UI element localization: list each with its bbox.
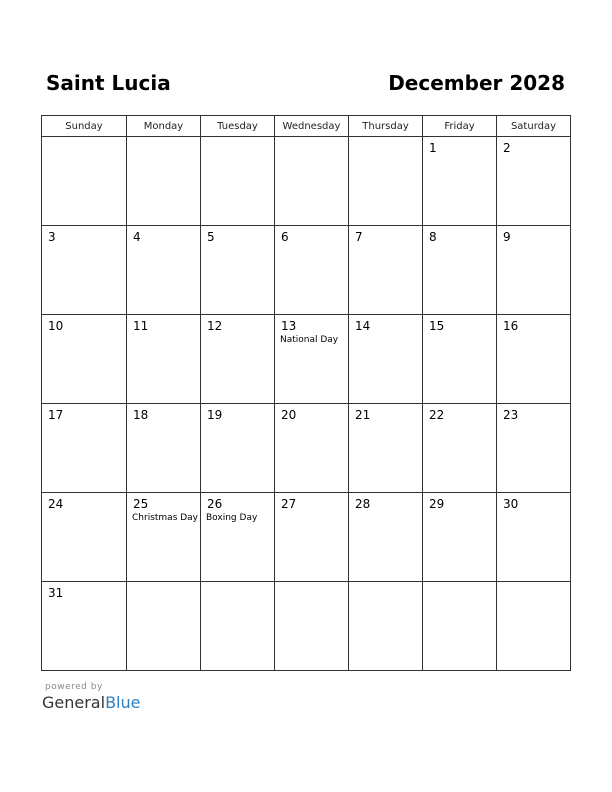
day-number: 11 [133, 319, 149, 333]
weekday-header: Thursday [349, 116, 423, 137]
day-cell [42, 226, 127, 315]
day-cell [497, 404, 571, 493]
day-cell [201, 582, 275, 671]
day-cell [275, 226, 349, 315]
day-number: 8 [429, 230, 437, 244]
day-number: 17 [48, 408, 64, 422]
day-cell [42, 582, 127, 671]
day-cell [423, 137, 497, 226]
day-number [201, 137, 274, 141]
weekday-header: Saturday [497, 116, 571, 137]
day-number: 6 [281, 230, 289, 244]
day-number [201, 582, 274, 586]
day-number [349, 582, 422, 586]
day-number: 5 [207, 230, 215, 244]
day-cell [275, 582, 349, 671]
day-cell [127, 582, 201, 671]
holiday-label: Boxing Day [206, 513, 258, 523]
day-number: 30 [503, 497, 519, 511]
day-number: 20 [281, 408, 297, 422]
day-cell [349, 137, 423, 226]
weekday-header-row [42, 116, 571, 137]
day-cell [275, 315, 349, 404]
day-number: 12 [207, 319, 223, 333]
day-cell [497, 226, 571, 315]
day-cell [497, 315, 571, 404]
day-number: 29 [429, 497, 445, 511]
day-number [275, 582, 348, 586]
week-row [42, 404, 571, 493]
week-row [42, 582, 571, 671]
day-cell [275, 137, 349, 226]
day-number [127, 582, 200, 586]
day-number [497, 582, 570, 586]
day-cell [127, 315, 201, 404]
day-number: 14 [355, 319, 371, 333]
day-number [423, 582, 496, 586]
brand-general-text: General [42, 693, 106, 712]
week-row [42, 137, 571, 226]
holiday-label: National Day [280, 335, 339, 345]
day-number: 4 [133, 230, 141, 244]
week-row [42, 493, 571, 582]
day-cell [275, 404, 349, 493]
day-cell [201, 493, 275, 582]
day-cell [42, 315, 127, 404]
day-number: 26 [207, 497, 223, 511]
calendar-title-country: Saint Lucia [46, 71, 171, 95]
day-cell [423, 493, 497, 582]
day-number: 2 [503, 141, 511, 155]
weekday-header: Sunday [42, 116, 127, 137]
day-cell [201, 226, 275, 315]
day-number: 1 [429, 141, 437, 155]
day-number [349, 137, 422, 141]
weekday-header: Friday [423, 116, 497, 137]
day-cell [201, 315, 275, 404]
day-cell [127, 226, 201, 315]
day-cell [497, 137, 571, 226]
day-cell [275, 493, 349, 582]
day-number: 23 [503, 408, 519, 422]
day-number: 15 [429, 319, 445, 333]
day-cell [201, 137, 275, 226]
calendar-title-month: December 2028 [388, 71, 565, 95]
day-cell [42, 137, 127, 226]
day-number: 22 [429, 408, 445, 422]
day-number: 16 [503, 319, 519, 333]
day-number: 10 [48, 319, 64, 333]
day-cell [349, 404, 423, 493]
week-row [42, 315, 571, 404]
day-number: 24 [48, 497, 64, 511]
day-number: 18 [133, 408, 149, 422]
day-cell [349, 315, 423, 404]
weekday-header: Wednesday [275, 116, 349, 137]
day-number: 31 [48, 586, 64, 600]
powered-by-text: powered by [45, 682, 103, 692]
day-cell [497, 582, 571, 671]
weekday-header: Tuesday [201, 116, 275, 137]
holiday-label: Christmas Day [132, 513, 199, 523]
day-number: 28 [355, 497, 371, 511]
day-cell [349, 493, 423, 582]
day-number: 3 [48, 230, 56, 244]
day-cell [201, 404, 275, 493]
day-number [42, 137, 126, 141]
day-cell [349, 582, 423, 671]
day-cell [42, 493, 127, 582]
day-cell [423, 582, 497, 671]
brand-blue-text: Blue [105, 693, 141, 712]
day-cell [423, 226, 497, 315]
day-cell [42, 404, 127, 493]
weekday-header: Monday [127, 116, 201, 137]
day-number: 27 [281, 497, 297, 511]
day-number [127, 137, 200, 141]
day-cell [349, 226, 423, 315]
week-row [42, 226, 571, 315]
day-cell [423, 315, 497, 404]
calendar-grid [41, 115, 571, 671]
day-number: 25 [133, 497, 149, 511]
day-number: 13 [281, 319, 297, 333]
day-number: 19 [207, 408, 223, 422]
day-number: 21 [355, 408, 371, 422]
generalblue-logo [42, 693, 140, 713]
day-number [275, 137, 348, 141]
day-number: 9 [503, 230, 511, 244]
day-cell [423, 404, 497, 493]
day-cell [127, 493, 201, 582]
day-cell [127, 137, 201, 226]
day-number: 7 [355, 230, 363, 244]
day-cell [497, 493, 571, 582]
day-cell [127, 404, 201, 493]
